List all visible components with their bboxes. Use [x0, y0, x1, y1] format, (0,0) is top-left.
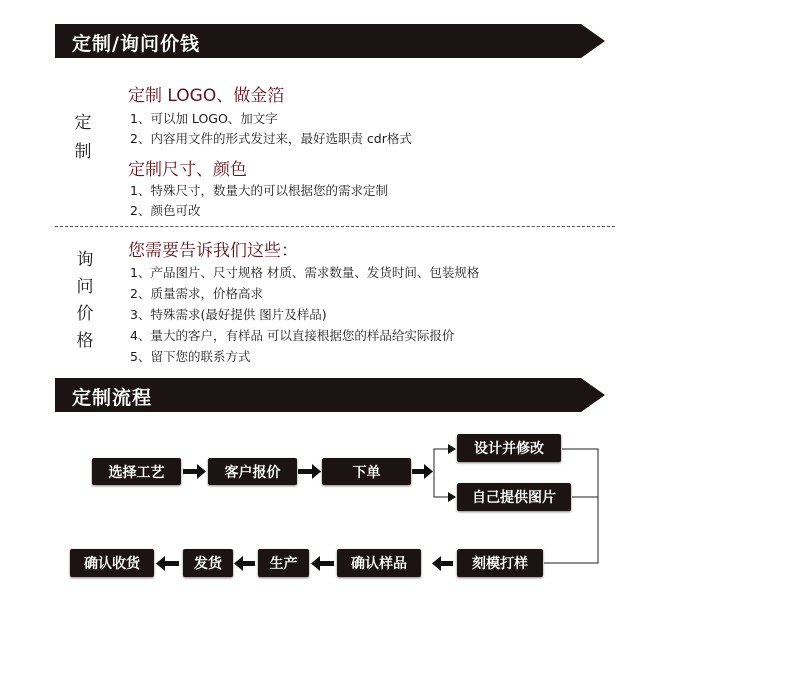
flow-step-confirm-sample: 确认样品	[337, 549, 421, 577]
size-color-item: 1、特殊尺寸，数量大的可以根据您的需求定制	[130, 183, 388, 198]
inquiry-item: 3、特殊需求(最好提供 图片及样品)	[130, 307, 327, 322]
flow-step-confirm-receipt: 确认收货	[70, 549, 154, 577]
banner-title: 定制/询问价钱	[72, 33, 200, 55]
flow-step-produce: 生产	[258, 549, 309, 577]
section-divider	[55, 226, 615, 227]
flow-step-place-order: 下单	[322, 458, 411, 485]
inquiry-item: 1、产品图片、尺寸规格 材质、需求数量、发货时间、包装规格	[130, 265, 480, 280]
size-color-heading: 定制尺寸、颜色	[128, 160, 247, 180]
flow-step-own-images: 自己提供图片	[457, 483, 571, 511]
inquiry-item: 5、留下您的联系方式	[130, 349, 251, 364]
section-banner-process	[55, 378, 605, 412]
inquiry-heading: 您需要告诉我们这些：	[128, 241, 298, 261]
flow-step-select-craft: 选择工艺	[92, 458, 181, 485]
flow-step-ship: 发货	[183, 549, 233, 577]
logo-item: 2、内容用文件的形式发过来，最好选职责 cdr格式	[130, 131, 412, 146]
section-banner-custom-inquiry	[55, 24, 605, 58]
flow-step-customer-quote: 客户报价	[208, 458, 297, 485]
inquiry-item: 4、量大的客户，有样品 可以直接根据您的样品给实际报价	[130, 328, 455, 343]
side-label-inquiry: 询 问 价 格	[76, 250, 94, 351]
side-label-custom: 定 制	[74, 113, 92, 162]
inquiry-item: 2、质量需求，价格高求	[130, 286, 263, 301]
logo-heading: 定制 LOGO、做金箔	[128, 86, 285, 106]
size-color-item: 2、颜色可改	[130, 203, 201, 218]
logo-item: 1、可以加 LOGO、加文字	[130, 111, 278, 126]
flow-step-mold-sample: 刻模打样	[457, 549, 543, 577]
banner-title: 定制流程	[72, 387, 153, 409]
flow-step-design-modify: 设计并修改	[457, 434, 561, 462]
